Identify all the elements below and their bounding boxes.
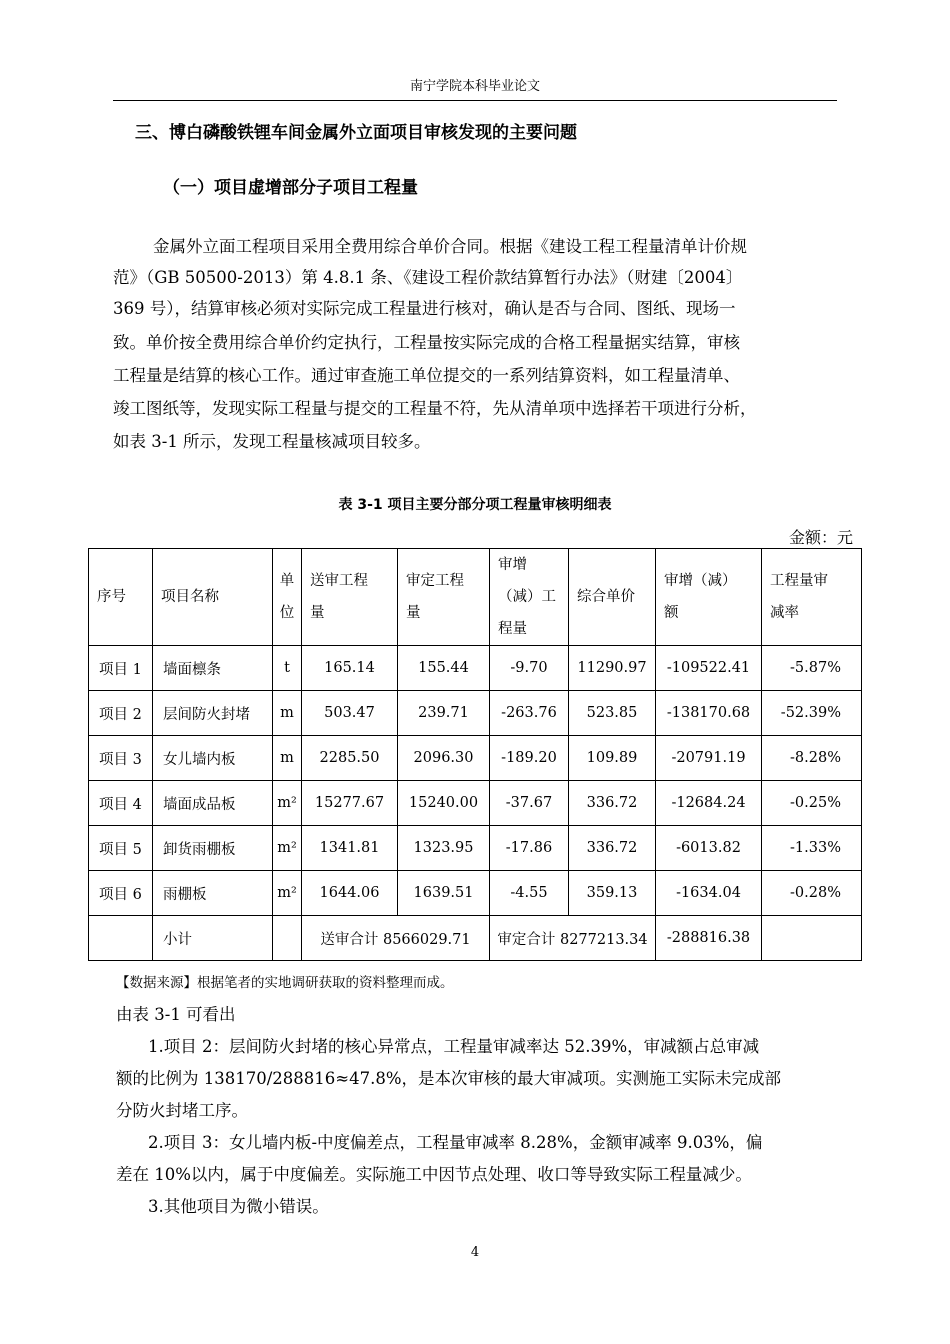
cell-price: 336.72 <box>569 826 656 871</box>
observation-line: 3.其他项目为微小错误。 <box>148 1197 329 1216</box>
header-rate: 工程量审 减率 <box>762 549 862 646</box>
audit-detail-table <box>88 548 862 961</box>
observation-line: 2.项目 3：女儿墙内板-中度偏差点，工程量审减率 8.28%，金额审减率 9.03%，偏 <box>148 1133 763 1152</box>
approved-total: 审定合计 8277213.34 <box>490 916 656 961</box>
cell-seq: 项目 5 <box>89 826 153 871</box>
cell-approved: 2096.30 <box>398 736 490 781</box>
running-header: 南宁学院本科毕业论文 <box>409 79 540 94</box>
header-amount: 审增（减） 额 <box>656 549 762 646</box>
cell-seq-empty <box>89 916 153 961</box>
observations-lead: 由表 3-1 可看出 <box>116 1005 236 1024</box>
cell-amount: -138170.68 <box>656 691 762 736</box>
cell-seq: 项目 2 <box>89 691 153 736</box>
cell-seq: 项目 3 <box>89 736 153 781</box>
cell-amount: -20791.19 <box>656 736 762 781</box>
cell-approved: 1639.51 <box>398 871 490 916</box>
cell-submitted: 15277.67 <box>302 781 398 826</box>
observation-line: 分防火封堵工序。 <box>116 1101 248 1120</box>
header-name: 项目名称 <box>153 549 273 646</box>
header-submitted: 送审工程 量 <box>302 549 398 646</box>
cell-name: 雨棚板 <box>153 871 273 916</box>
cell-seq: 项目 6 <box>89 871 153 916</box>
table-row <box>89 691 862 736</box>
header-diff: 审增 （减）工 程量 <box>490 549 569 646</box>
cell-name: 墙面檩条 <box>153 646 273 691</box>
cell-unit: m² <box>273 781 302 826</box>
cell-submitted: 1341.81 <box>302 826 398 871</box>
intro-line: 如表 3-1 所示，发现工程量核减项目较多。 <box>113 432 431 451</box>
intro-line: 金属外立面工程项目采用全费用综合单价合同。根据《建设工程工程量清单计价规 <box>153 237 747 256</box>
subsection-heading: （一）项目虚增部分子项目工程量 <box>163 178 418 198</box>
cell-rate: -1.33% <box>762 826 862 871</box>
cell-price: 336.72 <box>569 781 656 826</box>
observation-line: 差在 10%以内，属于中度偏差。实际施工中因节点处理、收口等导致实际工程量减少。 <box>116 1165 752 1184</box>
cell-price: 359.13 <box>569 871 656 916</box>
cell-price: 109.89 <box>569 736 656 781</box>
header-price: 综合单价 <box>569 549 656 646</box>
cell-rate: -0.25% <box>762 781 862 826</box>
cell-unit-empty <box>273 916 302 961</box>
intro-line: 致。单价按全费用综合单价约定执行，工程量按实际完成的合格工程量据实结算，审核 <box>113 333 740 352</box>
amount-total: -288816.38 <box>656 916 762 961</box>
cell-price: 11290.97 <box>569 646 656 691</box>
cell-diff: -37.67 <box>490 781 569 826</box>
cell-diff: -189.20 <box>490 736 569 781</box>
cell-rate: -0.28% <box>762 871 862 916</box>
cell-diff: -4.55 <box>490 871 569 916</box>
cell-rate: -52.39% <box>762 691 862 736</box>
cell-name: 墙面成品板 <box>153 781 273 826</box>
cell-submitted: 1644.06 <box>302 871 398 916</box>
cell-approved: 15240.00 <box>398 781 490 826</box>
currency-unit-note: 金额：元 <box>788 528 853 547</box>
cell-approved: 239.71 <box>398 691 490 736</box>
cell-rate: -8.28% <box>762 736 862 781</box>
cell-approved: 155.44 <box>398 646 490 691</box>
cell-submitted: 503.47 <box>302 691 398 736</box>
table-row <box>89 871 862 916</box>
cell-diff: -9.70 <box>490 646 569 691</box>
cell-name: 层间防火封堵 <box>153 691 273 736</box>
table-row <box>89 781 862 826</box>
table-row <box>89 646 862 691</box>
header-unit: 单 位 <box>273 549 302 646</box>
observation-line: 1.项目 2：层间防火封堵的核心异常点，工程量审减率达 52.39%，审减额占总审减 <box>148 1037 760 1056</box>
cell-diff: -263.76 <box>490 691 569 736</box>
table-header-row <box>89 549 862 646</box>
table-row <box>89 736 862 781</box>
cell-unit: m <box>273 736 302 781</box>
cell-amount: -1634.04 <box>656 871 762 916</box>
cell-rate-empty <box>762 916 862 961</box>
cell-unit: m² <box>273 826 302 871</box>
cell-seq: 项目 4 <box>89 781 153 826</box>
cell-submitted: 165.14 <box>302 646 398 691</box>
page-number: 4 <box>470 1245 480 1260</box>
cell-unit: m² <box>273 871 302 916</box>
data-source-note: 【数据来源】根据笔者的实地调研获取的资料整理而成。 <box>116 975 454 991</box>
cell-name: 女儿墙内板 <box>153 736 273 781</box>
cell-price: 523.85 <box>569 691 656 736</box>
cell-amount: -12684.24 <box>656 781 762 826</box>
observation-line: 额的比例为 138170/288816≈47.8%，是本次审核的最大审减项。实测施工实际未完成部 <box>116 1069 782 1088</box>
cell-submitted: 2285.50 <box>302 736 398 781</box>
subtotal-label: 小计 <box>153 916 273 961</box>
intro-line: 工程量是结算的核心工作。通过审查施工单位提交的一系列结算资料，如工程量清单、 <box>113 366 740 385</box>
section-heading: 三、博白磷酸铁锂车间金属外立面项目审核发现的主要问题 <box>135 123 577 143</box>
intro-line: 369 号），结算审核必须对实际完成工程量进行核对，确认是否与合同、图纸、现场一 <box>113 299 736 318</box>
cell-amount: -109522.41 <box>656 646 762 691</box>
header-rule <box>113 100 837 101</box>
cell-diff: -17.86 <box>490 826 569 871</box>
header-seq: 序号 <box>89 549 153 646</box>
header-approved: 审定工程 量 <box>398 549 490 646</box>
table-row <box>89 826 862 871</box>
table-caption: 表 3-1 项目主要分部分项工程量审核明细表 <box>338 497 612 513</box>
submitted-total: 送审合计 8566029.71 <box>302 916 490 961</box>
cell-amount: -6013.82 <box>656 826 762 871</box>
intro-line: 竣工图纸等，发现实际工程量与提交的工程量不符，先从清单项中选择若干项进行分析， <box>113 399 757 418</box>
intro-line: 范》（GB 50500-2013）第 4.8.1 条、《建设工程价款结算暂行办法》（财建〔2004〕 <box>113 268 743 287</box>
cell-unit: m <box>273 691 302 736</box>
cell-rate: -5.87% <box>762 646 862 691</box>
cell-approved: 1323.95 <box>398 826 490 871</box>
subtotal-row <box>89 916 862 961</box>
cell-seq: 项目 1 <box>89 646 153 691</box>
cell-name: 卸货雨棚板 <box>153 826 273 871</box>
cell-unit: t <box>273 646 302 691</box>
